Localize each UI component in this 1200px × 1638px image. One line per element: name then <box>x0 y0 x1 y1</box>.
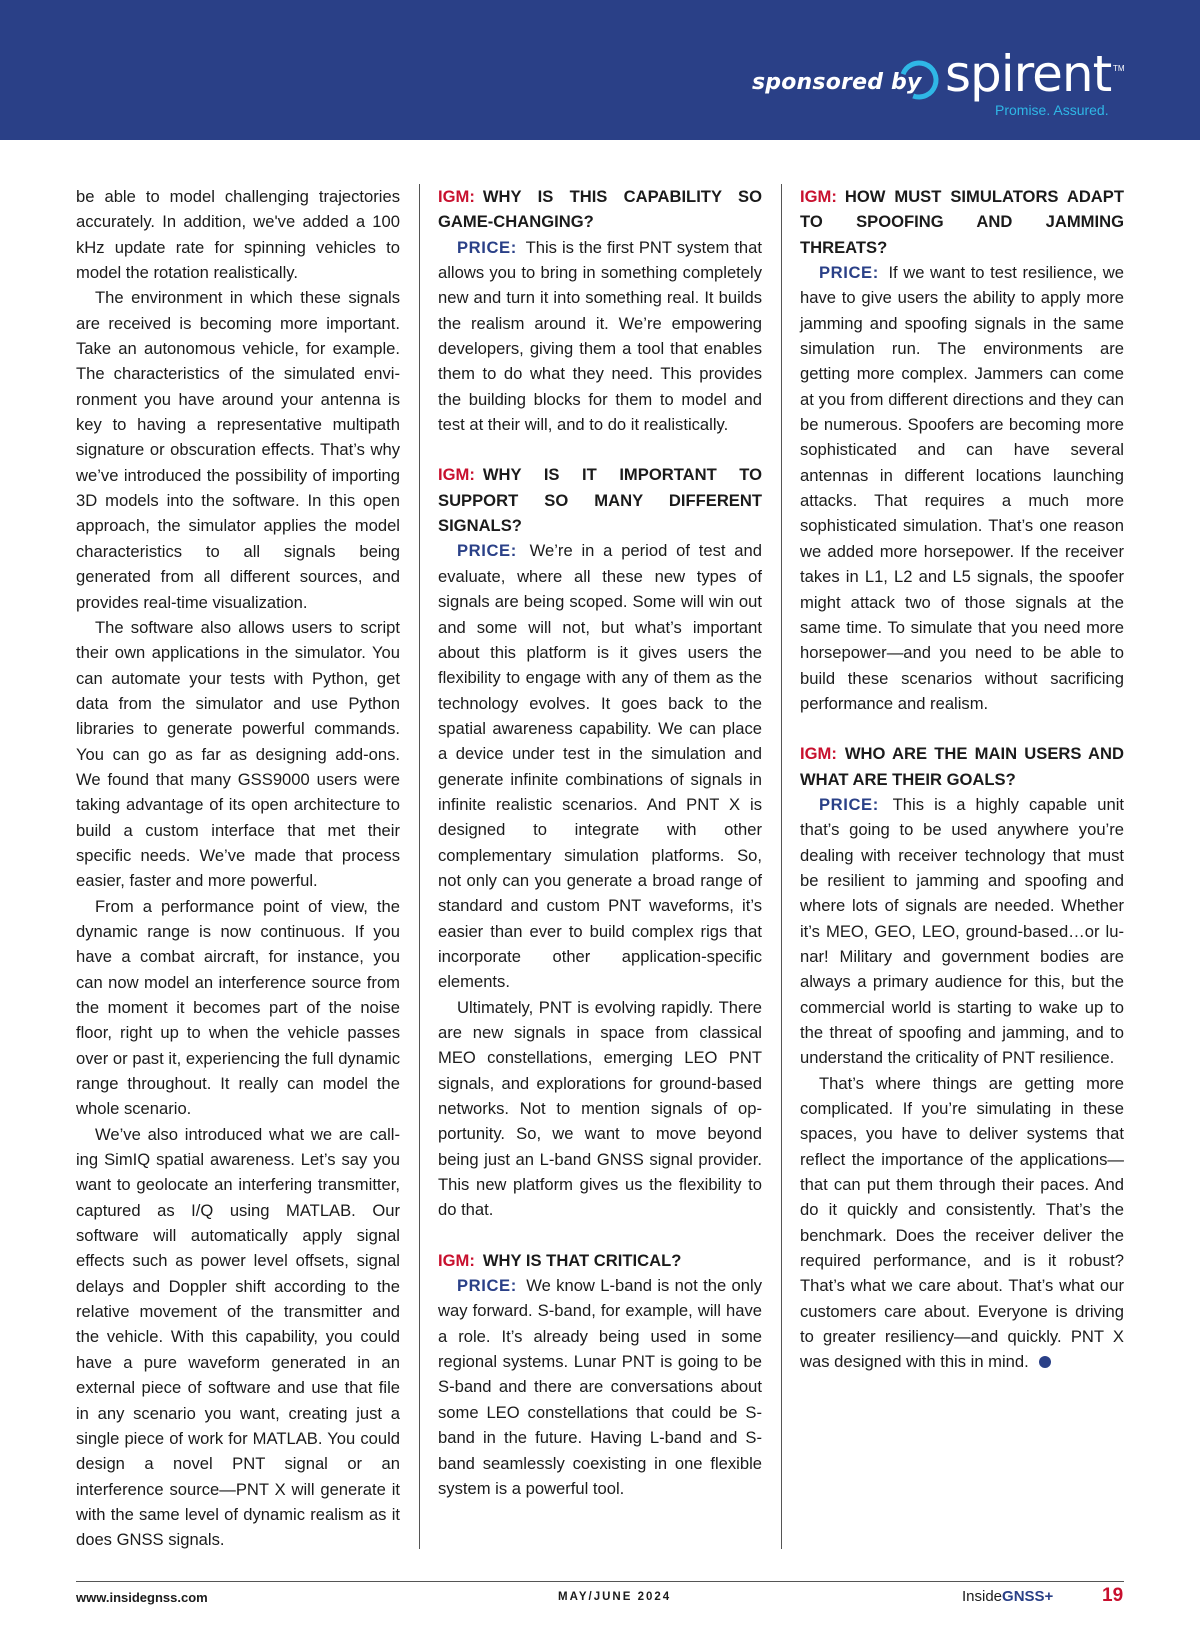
column-divider <box>781 184 782 1549</box>
question-text: WHY IS THAT CRITICAL? <box>482 1250 682 1270</box>
page-number: 19 <box>1102 1585 1124 1606</box>
interview-answer <box>438 235 762 438</box>
sponsor-banner <box>0 0 1200 140</box>
paragraph: We’ve also introduced what we are calling SimIQ spatial awareness. Let’s say you want to geolocate an interfering transmitter, captured as I/Q using MATLAB. Our software will automatically apply signal effects such as power level offsets, signal delays and Doppler shift according to the relative movement of the transmitter and the vehicle. With this capability, you could have a pure waveform generated in an external piece of software and use that file in any scenario you want, creating just a single piece of work for MATLAB. You could design a novel PNT signal or an interference source—PNT X will generate it with the same level of dynamic realism as it does GNSS signals. <box>76 1124 400 1550</box>
spirent-logo-ring-icon <box>897 58 941 102</box>
footer-url: www.insidegnss.com <box>76 1590 208 1605</box>
price-label: PRICE: <box>457 237 517 257</box>
question-text: HOW MUST SIMULATORS ADAPT TO SPOOFING AND JAMMING THREATS? <box>800 187 1124 257</box>
price-label: PRICE: <box>457 541 517 561</box>
price-label: PRICE: <box>457 1276 517 1296</box>
interview-answer <box>438 1273 762 1501</box>
brand-gnss: GNSS+ <box>1002 1588 1054 1605</box>
price-label: PRICE: <box>819 263 879 283</box>
article-column-2 <box>438 184 762 1501</box>
trademark-mark: TM <box>1113 64 1125 73</box>
interview-question <box>438 462 762 538</box>
paragraph: From a performance point of view, the dynamic range is now continuous. If you have a combat aircraft, for instance, you can now model an interference source from the moment it becomes part of the noise floor, right up to when the vehicle passes over or past it, experiencing the full dynamic range throughout. It really can model the whole scenario. <box>76 896 400 1119</box>
footer-brand <box>962 1588 1053 1605</box>
interview-answer <box>800 260 1124 716</box>
brand-inside: Inside <box>962 1588 1003 1605</box>
paragraph: The environment in which these signals are received is becoming more important. Take an autonomous vehicle, for example. The characteristics of the simulated environment you have around your antenna is key to having a representative multipath signature or obscuration effects. That’s why we’ve introduced the possibility of importing 3D models into the software. In this open approach, the simulator applies the model characteristics to all signals being generated from all different sources, and provides real-time visualization. <box>76 288 400 612</box>
interview-question <box>438 184 762 235</box>
answer-text: We know L-band is not the only way forward. S-band, for example, will have a role. It’s already being used in some regional systems. Lunar PNT is going to be S-band and there are conversations about some LEO constellations that could be S-band in the future. Having L-band and S-band seamlessly coexisting in one flexible system is a powerful tool. <box>438 1276 762 1498</box>
footer-issue-date: MAY/JUNE 2024 <box>558 1591 672 1603</box>
column-divider <box>419 184 420 1549</box>
interview-question <box>800 184 1124 260</box>
answer-text: We’re in a period of test and evaluate, where all these new types of signals are being scoped. Some will win out and some will not, but what’s important about this platform is it gives users the flexibility to engage with any of them as the technology evolves. It goes back to the spatial awareness capability. We can place a device under test in the simulation and generate infinite combinations of signals in infinite realistic scenarios. And PNT X is designed to integrate with other complementary simulation platforms. So, not only can you generate a broad range of standard and custom PNT waveforms, it’s easier than ever to build complex rigs that incorporate other application-specific elements. <box>438 541 762 992</box>
igm-label: IGM: <box>800 744 837 764</box>
question-text: WHY IS THIS CAPABILITY SO GAME-CHANGING? <box>438 187 762 232</box>
igm-label: IGM: <box>438 1250 475 1270</box>
article-column-3 <box>800 184 1124 1375</box>
price-label: PRICE: <box>819 794 879 814</box>
question-text: WHO ARE THE MAIN USERS AND WHAT ARE THEIR GOALS? <box>800 744 1124 789</box>
paragraph: Ultimately, PNT is evolving rapidly. There are new signals in space from classical MEO constellations, emerging LEO PNT signals, and explorations for ground-based networks. Not to mention signals of opportunity. So, we want to move beyond being just an L-band GNSS signal provider. This new platform gives us the flexibility to do that. <box>438 997 762 1220</box>
interview-question <box>438 1248 762 1273</box>
interview-answer <box>800 792 1124 1071</box>
footer-rule <box>76 1581 1124 1582</box>
interview-answer <box>438 538 762 994</box>
igm-label: IGM: <box>800 187 837 206</box>
interview-question <box>800 741 1124 792</box>
paragraph: be able to model challenging trajectories accurately. In addition, we've added a 100 kHz update rate for spinning vehicles to model the rotation realistically. <box>76 187 400 283</box>
answer-text: If we want to test resilience, we have to give users the ability to apply more jamming and spoofing signals in the same simulation run. The environments are getting more complex. Jammers can come at you from different directions and they can be numerous. Spoofers are becoming more sophisticated and can have several antennas in different locations launching attacks. That requires a much more sophisticated simulation. That’s one reason we added more horsepower. If the receiver takes in L1, L2 and L5 signals, the spoofer might attack two of those signals at the same time. To simulate that you need more horsepower—and you need to be able to build these scenarios without sacrificing performance and realism. <box>800 263 1124 713</box>
closing-text: That’s where things are getting more complicated. If you’re simulating in these spaces, you have to deliver systems that reflect the importance of the applications—that can put them through their paces. And do it quickly and consistently. That’s the benchmark. Does the receiver deliver the required performance, and is it robust? That’s what we care about. That’s what our customers care about. Everyone is driving to greater resiliency—and quickly. PNT X was designed with this in mind. <box>800 1073 1124 1372</box>
spirent-tagline: Promise. Assured. <box>995 102 1109 118</box>
answer-text: This is the first PNT system that allows you to bring in something completely new and turn it into something real. It builds the realism around it. We’re empowering developers, giving them a tool that enables them to do what they need. This provides the building blocks for them to model and test at their will, and to do it realistically. <box>438 237 762 435</box>
question-text: WHY IS IT IMPORTANT TO SUPPORT SO MANY DIFFERENT SIGNALS? <box>438 465 762 536</box>
article-column-1 <box>76 184 400 1553</box>
answer-text: This is a highly capable unit that’s going to be used anywhere you’re dealing with receiver technology that must be resilient to jamming and spoofing and where lots of signals are needed. Whether it’s MEO, GEO, LEO, ground-based…or lunar! Military and government bodies are always a primary audience for this, but the commercial world is starting to wake up to the threat of spoofing and jamming, and to understand the criticality of PNT resilience. <box>800 794 1124 1068</box>
igm-label: IGM: <box>438 465 475 485</box>
igm-label: IGM: <box>438 187 475 206</box>
sponsored-by-text: sponsored by <box>752 70 922 95</box>
paragraph: The software also allows users to script their own applications in the simulator. You can automate your tests with Python, get data from the simulator and use Python libraries to generate powerful commands. You can go as far as designing add-ons. We found that many GSS9000 users were taking advantage of its open architecture to build a custom interface that met their specific needs. We’ve made that process easier, faster and more powerful. <box>76 617 400 891</box>
end-of-article-bullet-icon <box>1039 1356 1051 1368</box>
paragraph <box>800 1071 1124 1375</box>
spirent-logo-text: spirent <box>945 45 1112 103</box>
